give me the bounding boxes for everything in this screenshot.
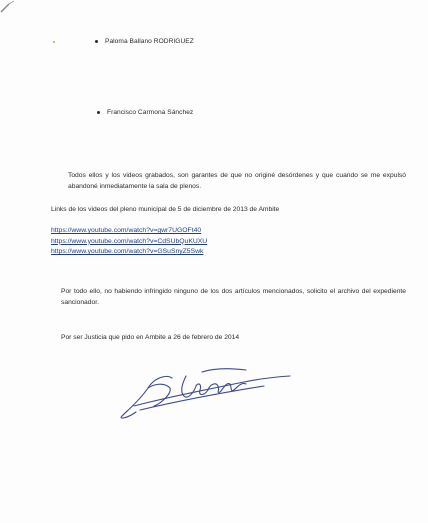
video-link[interactable]: https://www.youtube.com/watch?v=CdSUbQuKUXU (51, 237, 208, 245)
video-link[interactable]: https://www.youtube.com/watch?v=GSuSnyZ5Swk (51, 248, 204, 255)
scan-corner-mark (0, 0, 20, 16)
request-paragraph: Por todo ello, no habiendo infringido ninguno de los dos artículos mencionados, solicito el archivo del expediente sancionador. (61, 288, 406, 306)
stray-mark (53, 41, 55, 43)
statement-paragraph: Todos ellos y los videos grabados, son garantes de que no originé desórdenes y que cuando se me expulsó abandoné inmediatamente la sala de plenos. (68, 172, 406, 190)
video-links-list (51, 226, 207, 258)
links-intro: Links de los videos del pleno municipal de 5 de diciembre de 2013 de Ambite (51, 206, 280, 213)
closing-line: Por ser Justicia que pido en Ambite a 26 de febrero de 2014 (61, 334, 240, 341)
handwritten-signature (114, 348, 294, 428)
video-link[interactable]: https://www.youtube.com/watch?v=gwr7UGOFt40 (51, 227, 202, 234)
list-item-name: Francisco Carmona Sánchez (107, 109, 194, 116)
list-item-name: Paloma Ballano RODRIGUEZ (105, 38, 194, 45)
list-item (97, 109, 193, 116)
bullet-dot-icon (97, 111, 100, 114)
list-item (95, 38, 194, 45)
bullet-dot-icon (95, 40, 98, 43)
